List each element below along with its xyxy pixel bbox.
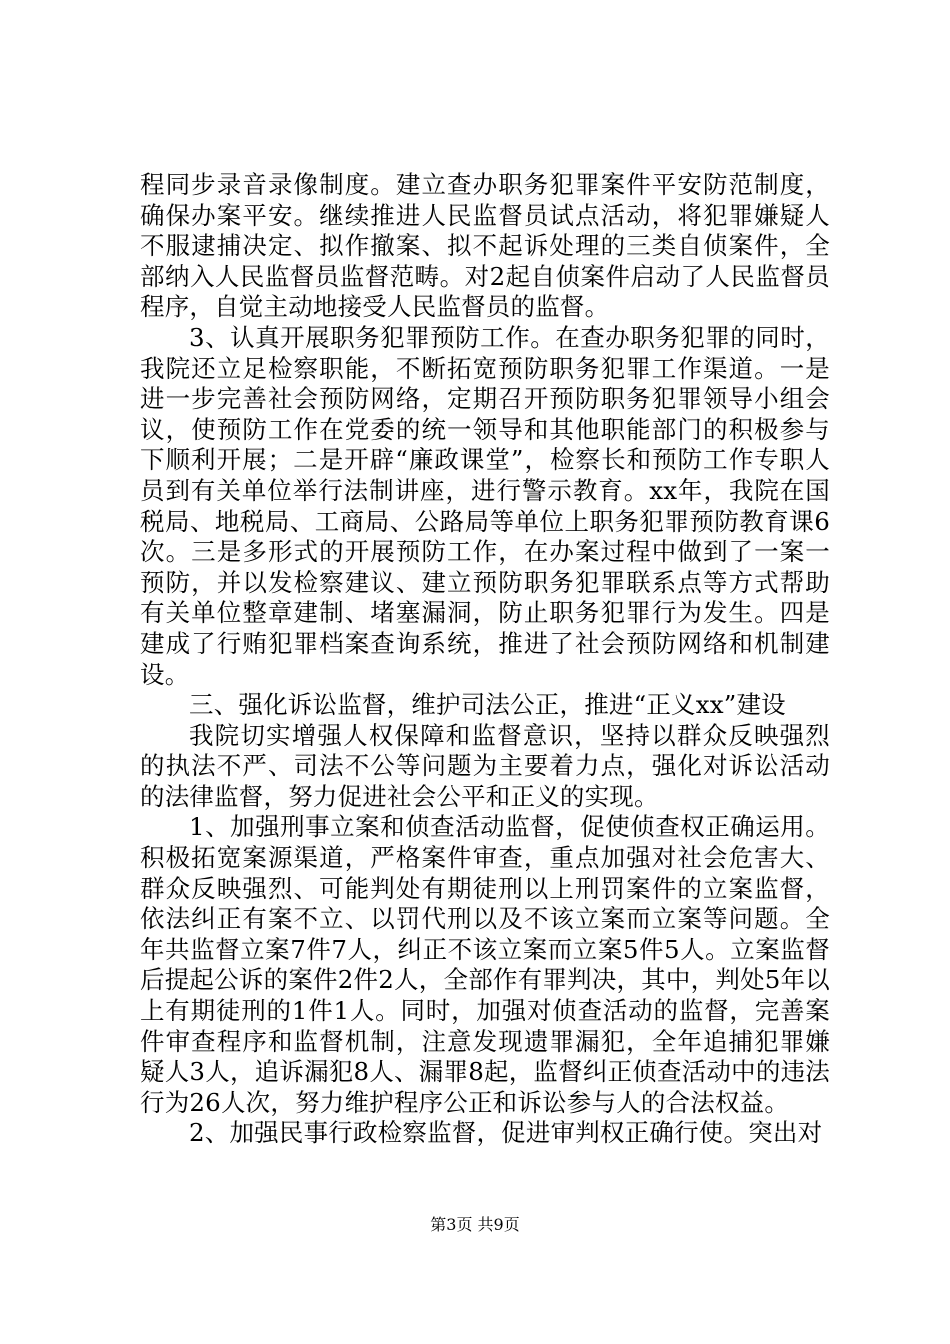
page-footer: 第3页 共9页 [430,1215,520,1234]
paragraph-4: 我院切实增强人权保障和监督意识，坚持以群众反映强烈的执法不严、司法不公等问题为主要着力点，强化对诉讼活动的法律监督，努力促进社会公平和正义的实现。 [140,720,830,811]
section-heading: 三、强化诉讼监督，维护司法公正，推进“正义xx”建设 [189,690,786,720]
paragraph-2: 3、认真开展职务犯罪预防工作。在查办职务犯罪的同时，我院还立足检察职能，不断拓宽预防职务犯罪工作渠道。一是进一步完善社会预防网络，定期召开预防职务犯罪领导小组会议，使预防工作在党委的统一领导和其他职能部门的积极参与下顺利开展；二是开辟“廉政课堂”，检察长和预防工作专职人员到有关单位举行法制讲座，进行警示教育。xx年，我院在国税局、地税局、工商局、公路局等单位上职务犯罪预防教育课6次。三是多形式的开展预防工作，在办案过程中做到了一案一预防，并以发检察建议、建立预防职务犯罪联系点等方式帮助有关单位整章建制、堵塞漏洞，防止职务犯罪行为发生。四是建成了行贿犯罪档案查询系统，推进了社会预防网络和机制建设。 [140,322,830,689]
paragraph-6: 2、加强民事行政检察监督，促进审判权正确行使。突出对 [189,1118,823,1148]
document-body [140,170,830,1149]
paragraph-5: 1、加强刑事立案和侦查活动监督，促使侦查权正确运用。积极拓宽案源渠道，严格案件审查，重点加强对社会危害大、群众反映强烈、可能判处有期徒刑以上刑罚案件的立案监督，依法纠正有案不立、以罚代刑以及不该立案而立案等问题。全年共监督立案7件7人，纠正不该立案而立案5件5人。立案监督后提起公诉的案件2件2人，全部作有罪判决，其中，判处5年以上有期徒刑的1件1人。同时，加强对侦查活动的监督，完善案件审查程序和监督机制，注意发现遗罪漏犯，全年追捕犯罪嫌疑人3人，追诉漏犯8人、漏罪8起，监督纠正侦查活动中的违法行为26人次，努力维护程序公正和诉讼参与人的合法权益。 [140,812,830,1117]
paragraph-1: 程同步录音录像制度。建立查办职务犯罪案件平安防范制度，确保办案平安。继续推进人民监督员试点活动，将犯罪嫌疑人不服逮捕决定、拟作撤案、拟不起诉处理的三类自侦案件，全部纳入人民监督员监督范畴。对2起自侦案件启动了人民监督员程序，自觉主动地接受人民监督员的监督。 [140,170,830,322]
